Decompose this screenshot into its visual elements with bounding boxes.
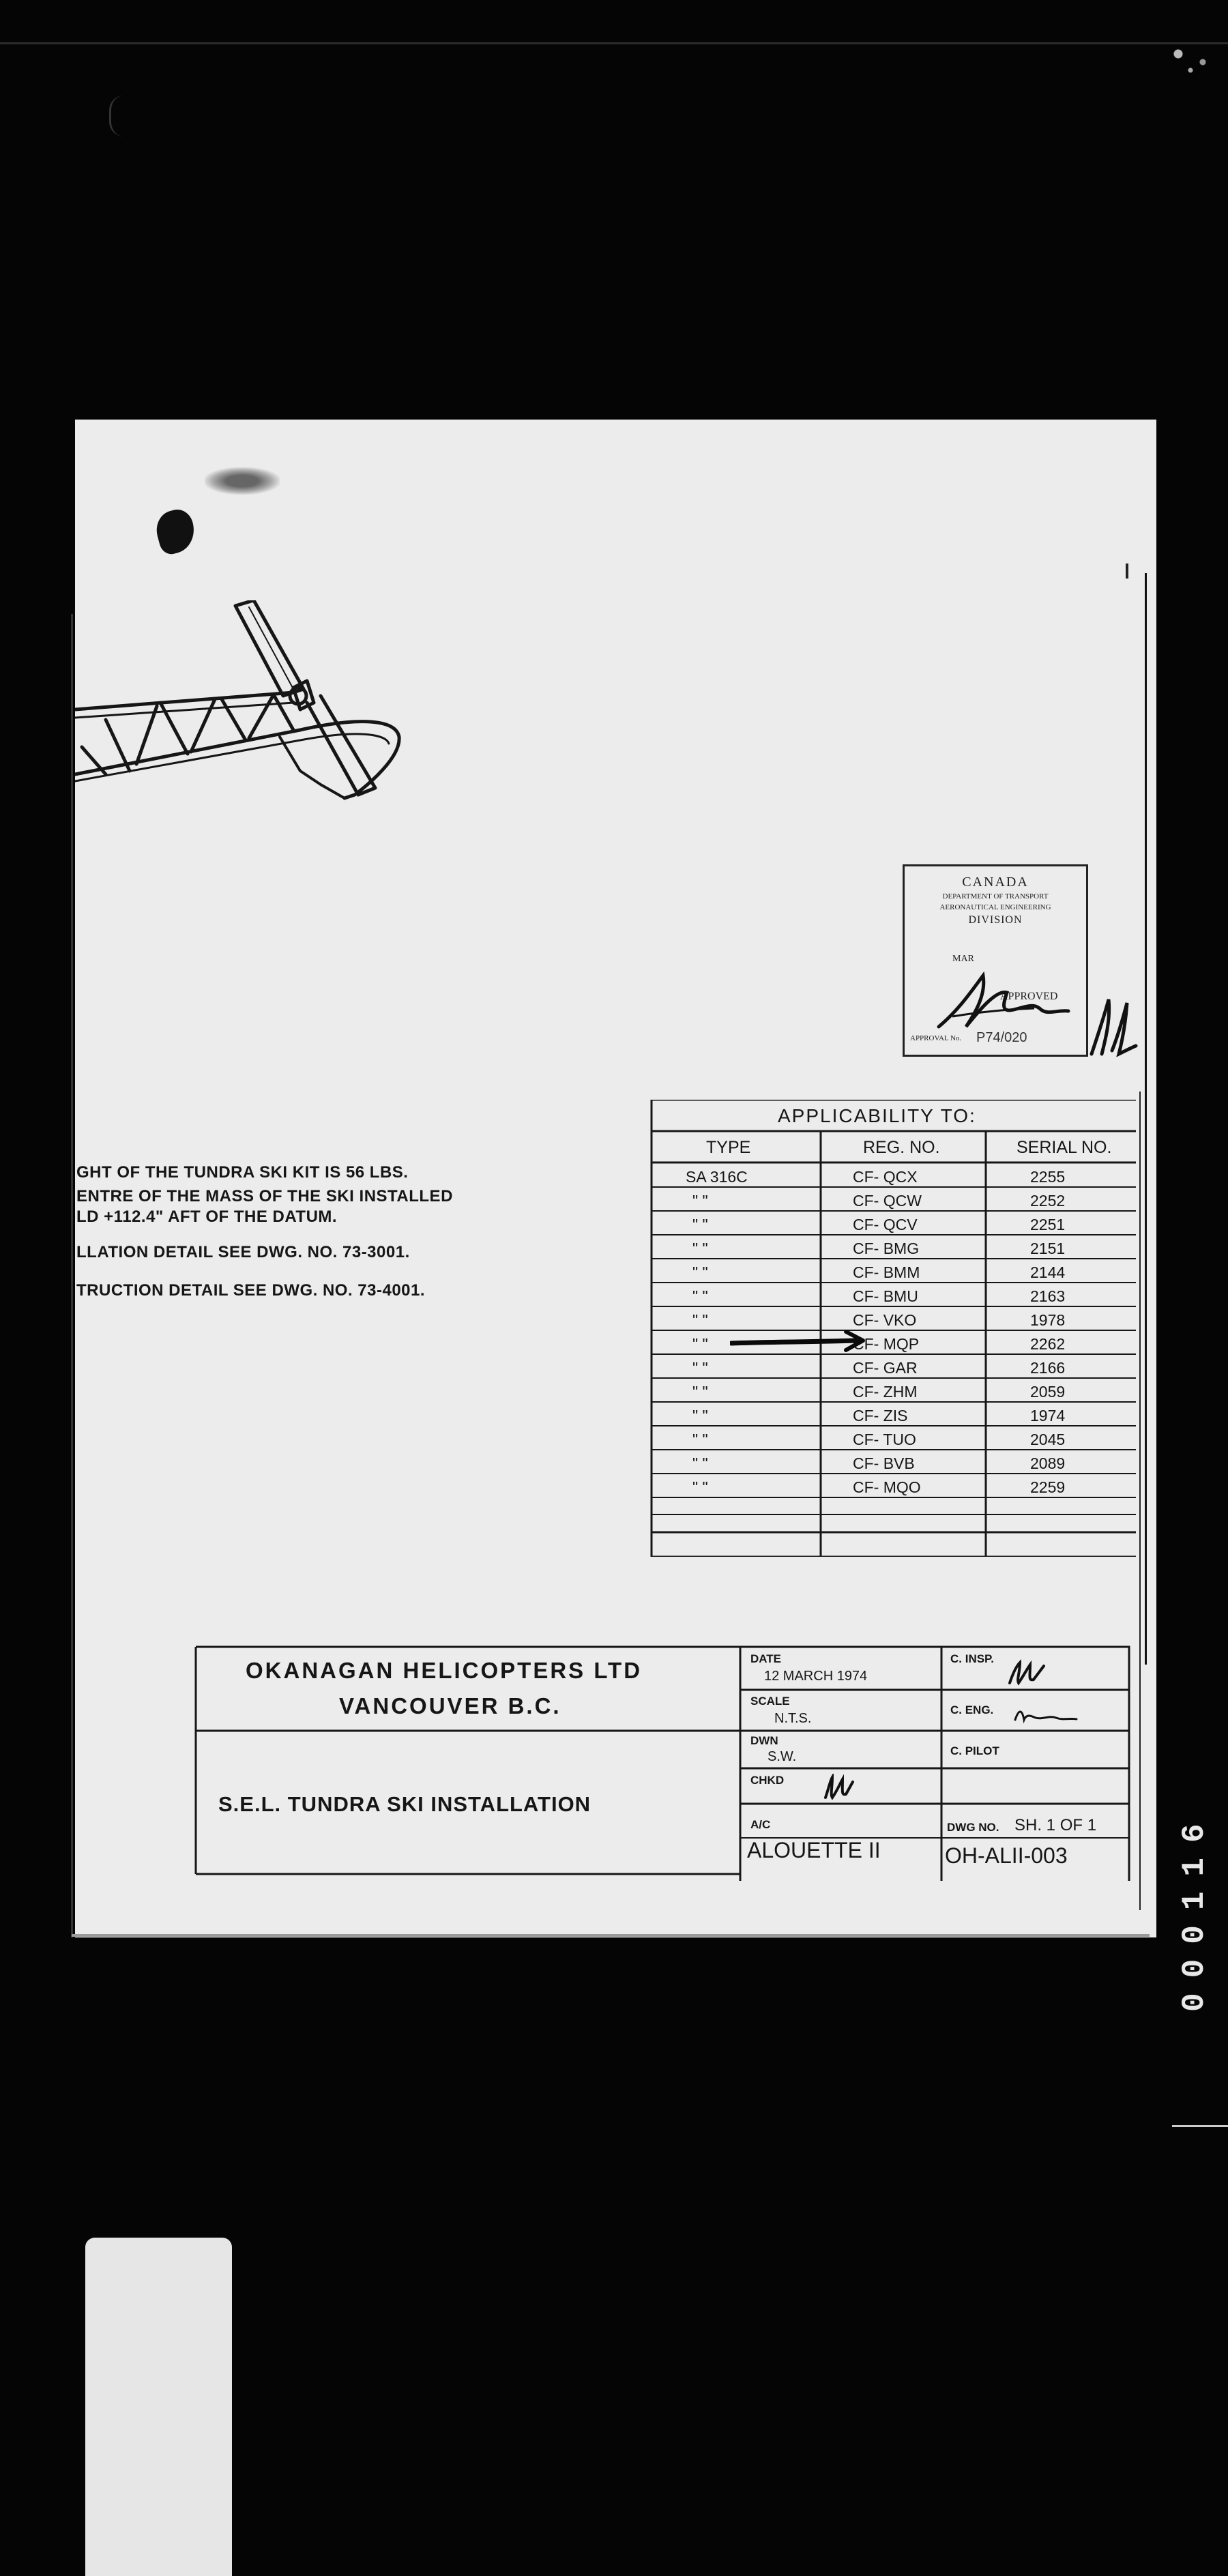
row-5-type: " " bbox=[692, 1263, 708, 1281]
ac-label: A/C bbox=[750, 1818, 771, 1831]
film-frame-number: 000116 bbox=[1177, 1809, 1212, 2012]
row-3-serial: 2251 bbox=[1030, 1216, 1066, 1233]
row-10-type: " " bbox=[692, 1383, 708, 1401]
row-1-serial: 2255 bbox=[1030, 1168, 1066, 1186]
film-frame-tick bbox=[1172, 2125, 1228, 2127]
arrow-marker bbox=[730, 1328, 866, 1356]
row-7-serial: 1978 bbox=[1030, 1311, 1066, 1329]
row-10-reg: CF- ZHM bbox=[853, 1383, 918, 1401]
header-serial-no: SERIAL NO. bbox=[1017, 1138, 1112, 1157]
row-5-serial: 2144 bbox=[1030, 1263, 1066, 1281]
row-12-type: " " bbox=[692, 1431, 708, 1448]
row-1-reg: CF- QCX bbox=[853, 1168, 918, 1186]
row-14-serial: 2259 bbox=[1030, 1478, 1066, 1496]
row-11-serial: 1974 bbox=[1030, 1407, 1066, 1424]
c-pilot-label: C. PILOT bbox=[950, 1744, 999, 1757]
stamp-department: DEPARTMENT OF TRANSPORT bbox=[942, 892, 1049, 901]
row-2-type: " " bbox=[692, 1192, 708, 1210]
row-8-type: " " bbox=[692, 1335, 708, 1353]
applicability-title: APPLICABILITY TO: bbox=[778, 1105, 976, 1126]
row-9-reg: CF- GAR bbox=[853, 1359, 918, 1377]
row-2-serial: 2252 bbox=[1030, 1192, 1066, 1210]
stamp-division: DIVISION bbox=[968, 914, 1023, 926]
row-12-reg: CF- TUO bbox=[853, 1431, 916, 1448]
film-edge-line bbox=[0, 42, 1228, 44]
chkd-initials bbox=[822, 1774, 856, 1801]
row-6-reg: CF- BMU bbox=[853, 1287, 918, 1305]
ac-value: ALOUETTE II bbox=[747, 1838, 881, 1862]
company-name: OKANAGAN HELICOPTERS LTD bbox=[246, 1658, 643, 1683]
note-line-5: TRUCTION DETAIL SEE DWG. NO. 73-4001. bbox=[76, 1281, 426, 1300]
film-scratch bbox=[109, 96, 138, 136]
row-10-serial: 2059 bbox=[1030, 1383, 1066, 1401]
ski-lower-link bbox=[307, 696, 375, 795]
c-eng-label: C. ENG. bbox=[950, 1703, 994, 1716]
row-8-serial: 2262 bbox=[1030, 1335, 1066, 1353]
row-4-reg: CF- BMG bbox=[853, 1240, 920, 1257]
ski-frame-top bbox=[75, 692, 293, 709]
stamp-signature bbox=[932, 962, 1089, 1037]
stamp-approval-number: P74/020 bbox=[976, 1030, 1027, 1045]
c-insp-label: C. INSP. bbox=[950, 1652, 994, 1665]
chkd-label: CHKD bbox=[750, 1774, 785, 1787]
row-1-type: SA 316C bbox=[686, 1168, 748, 1186]
row-9-serial: 2166 bbox=[1030, 1359, 1066, 1377]
row-7-type: " " bbox=[692, 1311, 708, 1329]
edge-mark bbox=[1126, 564, 1128, 579]
handwritten-initials bbox=[1085, 993, 1139, 1061]
drawing-number: OH-ALII-003 bbox=[945, 1843, 1068, 1868]
dwn-value: S.W. bbox=[768, 1749, 797, 1764]
film-leader-strip bbox=[85, 2238, 232, 2576]
company-city: VANCOUVER B.C. bbox=[339, 1693, 561, 1718]
scale-value: N.T.S. bbox=[774, 1711, 812, 1726]
row-11-reg: CF- ZIS bbox=[853, 1407, 908, 1424]
stamp-approval-label: APPROVAL No. bbox=[910, 1034, 962, 1042]
sheet-bottom-edge bbox=[72, 1934, 1150, 1937]
row-4-serial: 2151 bbox=[1030, 1240, 1066, 1257]
stamp-country: CANADA bbox=[962, 875, 1029, 890]
row-13-type: " " bbox=[692, 1454, 708, 1472]
header-reg-no: REG. NO. bbox=[863, 1138, 940, 1157]
ski-strut-arm bbox=[235, 600, 304, 696]
c-eng-signature bbox=[1012, 1703, 1080, 1727]
note-line-3: LD +112.4" AFT OF THE DATUM. bbox=[76, 1208, 338, 1226]
stamp-approved: APPROVED bbox=[1000, 991, 1058, 1002]
sheet-left-border bbox=[71, 614, 73, 1937]
note-line-4: LLATION DETAIL SEE DWG. NO. 73-3001. bbox=[76, 1243, 410, 1261]
note-line-1: GHT OF THE TUNDRA SKI KIT IS 56 LBS. bbox=[76, 1163, 409, 1182]
smudge-mark bbox=[205, 467, 280, 495]
date-value: 12 MARCH 1974 bbox=[764, 1669, 868, 1684]
row-13-reg: CF- BVB bbox=[853, 1454, 915, 1472]
row-6-type: " " bbox=[692, 1287, 708, 1305]
row-3-reg: CF- QCV bbox=[853, 1216, 918, 1233]
dwn-label: DWN bbox=[750, 1734, 778, 1747]
row-3-type: " " bbox=[692, 1216, 708, 1233]
c-insp-initials bbox=[1006, 1659, 1047, 1686]
stamp-date: MAR bbox=[952, 954, 974, 964]
row-7-reg: CF- VKO bbox=[853, 1311, 917, 1329]
applicability-table bbox=[648, 1100, 1136, 1557]
sheet-right-border bbox=[1145, 573, 1147, 1665]
row-9-type: " " bbox=[692, 1359, 708, 1377]
ski-drawing bbox=[75, 600, 416, 832]
drawing-title: S.E.L. TUNDRA SKI INSTALLATION bbox=[218, 1792, 591, 1816]
dwg-no-label: DWG NO. bbox=[947, 1821, 999, 1834]
header-type: TYPE bbox=[706, 1138, 751, 1157]
stamp-branch: AERONAUTICAL ENGINEERING bbox=[939, 903, 1051, 911]
row-11-type: " " bbox=[692, 1407, 708, 1424]
row-14-type: " " bbox=[692, 1478, 708, 1496]
note-line-2: ENTRE OF THE MASS OF THE SKI INSTALLED bbox=[76, 1187, 453, 1205]
row-6-serial: 2163 bbox=[1030, 1287, 1066, 1305]
sheet-number: SH. 1 OF 1 bbox=[1014, 1816, 1097, 1834]
approval-stamp bbox=[903, 864, 1088, 1057]
row-14-reg: CF- MQO bbox=[853, 1478, 921, 1496]
sheet-inner-border bbox=[1139, 1092, 1141, 1910]
row-5-reg: CF- BMM bbox=[853, 1263, 920, 1281]
title-block bbox=[194, 1645, 1136, 1881]
date-label: DATE bbox=[750, 1652, 782, 1665]
scale-label: SCALE bbox=[750, 1695, 790, 1708]
row-13-serial: 2089 bbox=[1030, 1454, 1066, 1472]
row-4-type: " " bbox=[692, 1240, 708, 1257]
film-dust-speck bbox=[1160, 38, 1221, 78]
row-8-reg: CF- MQP bbox=[853, 1335, 920, 1353]
row-12-serial: 2045 bbox=[1030, 1431, 1066, 1448]
row-2-reg: CF- QCW bbox=[853, 1192, 922, 1210]
